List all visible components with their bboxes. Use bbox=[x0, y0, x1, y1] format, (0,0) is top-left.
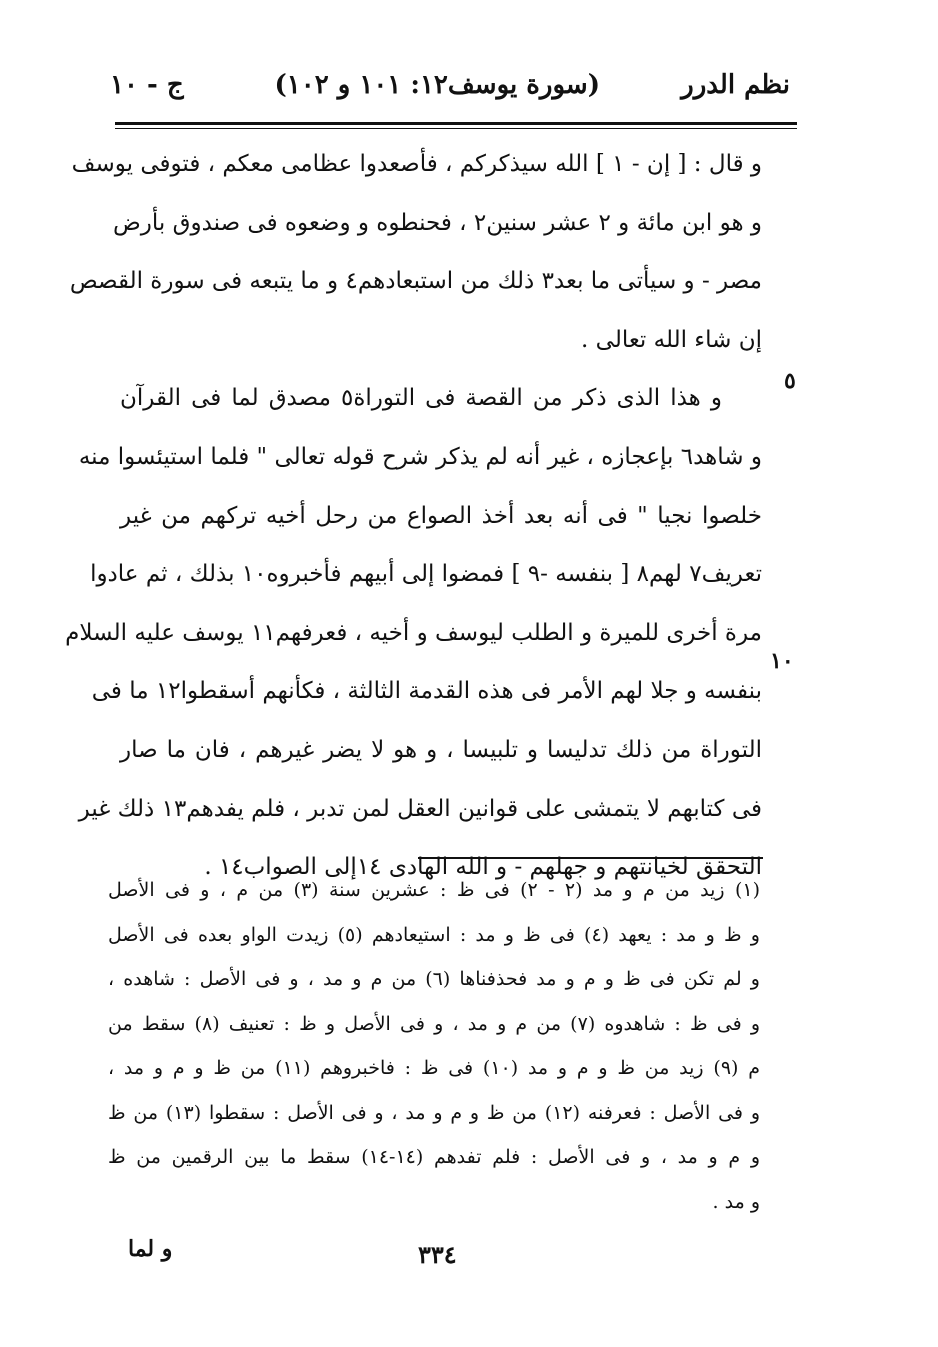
text-line: التحقق لخيانتهم و جهلهم - و الله الهادى ١٤إلى الصواب١٤ . bbox=[204, 854, 762, 881]
footnote-line: م (٩) زيد من ظ و م و مد (١٠) فى ظ : فاخبروهم (١١) من ظ و م و مد ، bbox=[108, 1057, 760, 1079]
text-line: و شاهد٦ بإعجازه ، غير أنه لم يذكر شرح قوله تعالى " فلما استيئسوا منه bbox=[78, 443, 762, 470]
text-line: التوراة من ذلك تدليسا و تلبيسا ، و هو لا يضر غيرهم ، فان ما صار bbox=[120, 736, 762, 763]
catchword: و لما bbox=[128, 1236, 173, 1262]
footnote-line: و ظ و مد : يعهد (٤) فى ظ و مد : استيعادهم (٥) زيدت الواو بعده فى الأصل bbox=[108, 923, 760, 946]
text-line: إن شاء الله تعالى . bbox=[581, 326, 762, 353]
line-number-10: ١٠ bbox=[770, 648, 794, 674]
sura-reference: (سورة يوسف١٢: ١٠١ و ١٠٢) bbox=[274, 70, 600, 100]
main-text bbox=[65, 135, 762, 897]
text-line: بنفسه و جلا لهم الأمر فى هذه القدمة الثالثة ، فكأنهم أسقطوا١٢ ما فى bbox=[91, 678, 762, 705]
line-number-5: ٥ bbox=[784, 368, 796, 394]
text-line: خلصوا نجيا " فى أنه بعد أخذ الصواع من رحل أخيه تركهم من غير bbox=[120, 502, 762, 529]
running-header bbox=[110, 70, 790, 110]
text-line: تعريف٧ لهم٨ [ بنفسه -٩ ] فمضوا إلى أبيهم فأخبروه١٠ بذلك ، ثم عادوا bbox=[90, 561, 762, 588]
text-line: مصر - و سيأتى ما بعد٣ ذلك من استبعادهم٤ و ما يتبعه فى سورة القصص bbox=[69, 268, 762, 295]
footnote-line: و فى ظ : شاهدوه (٧) من م و مد ، و فى الأصل و ظ : تعنيف (٨) سقط من bbox=[108, 1012, 761, 1035]
footnote-rule bbox=[418, 857, 763, 859]
header-rule-thin bbox=[115, 128, 797, 129]
text-line: و هذا الذى ذكر من القصة فى التوراة٥ مصدق لما فى القرآن bbox=[120, 385, 722, 412]
text-line: فى كتابهم لا يتمشى على قوانين العقل لمن تدبر ، فلم يفدهم١٣ ذلك غير bbox=[78, 795, 762, 822]
text-line: و هو ابن مائة و ٢ عشر سنين٢ ، فحنطوه و وضعوه فى صندوق بأرض bbox=[112, 209, 762, 236]
text-line: و قال : [ إن - ١ ] الله سيذكركم ، فأصعدوا عظامى معكم ، فتوفى يوسف bbox=[71, 151, 762, 177]
footnotes bbox=[108, 868, 760, 1224]
footnote-line: و م و مد ، و فى الأصل : فلم تفدهم (١٤-١٤) سقط ما بين الرقمين من ظ bbox=[108, 1146, 761, 1168]
footnote-line: (١) زيد من م و مد (٢ - ٢) فى ظ : عشرين سنة (٣) من م ، و فى الأصل bbox=[108, 879, 760, 901]
book-title: نظم الدرر bbox=[681, 70, 790, 100]
text-line: مرة أخرى للميرة و الطلب ليوسف و أخيه ، فعرفهم١١ يوسف عليه السلام bbox=[65, 619, 762, 646]
footnote-line: و مد . bbox=[712, 1190, 760, 1213]
footnote-line: و لم تكن فى ظ و م و مد فحذفناها (٦) من م و مد ، و فى الأصل : شاهده ، bbox=[108, 968, 760, 990]
volume-number: ج - ١٠ bbox=[110, 70, 184, 100]
page-number: ٣٣٤ bbox=[418, 1240, 457, 1269]
header-rule bbox=[115, 122, 797, 125]
footnote-line: و فى الأصل : فعرفنه (١٢) من ظ و م و مد ، و فى الأصل : سقطوا (١٣) من ظ bbox=[108, 1101, 761, 1124]
